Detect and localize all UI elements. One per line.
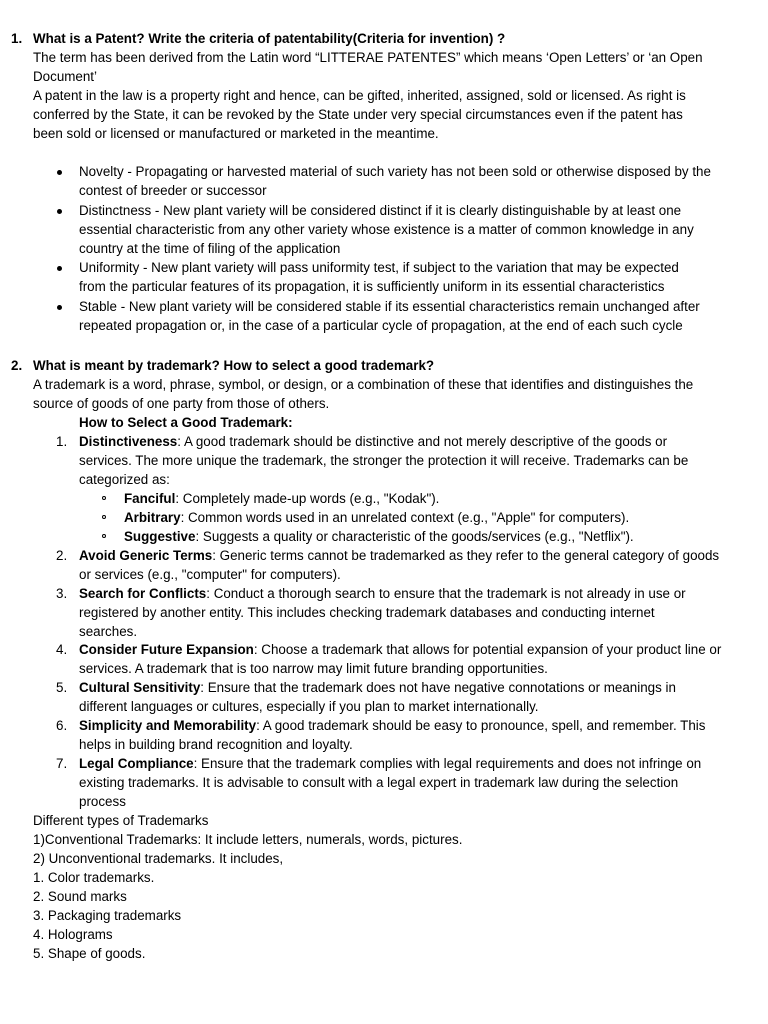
item-term: Legal Compliance: [79, 756, 194, 771]
item-number: 5.: [56, 680, 68, 695]
bullet-icon: [57, 209, 62, 214]
bullet-icon: [57, 305, 62, 310]
types-line: 3. Packaging trademarks: [33, 908, 182, 923]
item-number: 1.: [56, 434, 68, 449]
bullet-icon: [57, 170, 62, 175]
item-line: helps in building brand recognition and loyalty.: [79, 737, 353, 752]
item-line: existing trademarks. It is advisable to consult with a legal expert in trademark law during the selection: [79, 775, 679, 790]
q1-intro-line: Document’: [33, 69, 98, 84]
item-line: [79, 754, 701, 773]
q2-heading: What is meant by trademark? How to select a good trademark?: [33, 358, 435, 373]
q2-subheading: How to Select a Good Trademark:: [79, 415, 293, 430]
item-text: : A good trademark should be distinctive and not merely descriptive of the goods or: [177, 434, 668, 449]
q1-number: 1.: [11, 31, 23, 46]
q1-heading: What is a Patent? Write the criteria of patentability(Criteria for invention) ?: [33, 31, 506, 46]
item-line: process: [79, 794, 126, 809]
q1-intro-line: A patent in the law is a property right and hence, can be gifted, inherited, assigned, sold or licensed. As right is: [33, 88, 686, 103]
item-line: [79, 546, 719, 565]
bullet-text: from the particular features of its propagation, it is sufficiently uniform in its essential characteristics: [79, 279, 665, 294]
item-term: Distinctiveness: [79, 434, 178, 449]
item-number: 6.: [56, 718, 68, 733]
item-term: Search for Conflicts: [79, 586, 207, 601]
item-text: : Generic terms cannot be trademarked as they refer to the general category of goods: [212, 548, 720, 563]
item-number: 3.: [56, 586, 68, 601]
item-line: categorized as:: [79, 472, 170, 487]
bullet-icon: [57, 266, 62, 271]
item-number: 7.: [56, 756, 68, 771]
item-line: [79, 716, 705, 735]
bullet-text: essential characteristic from any other variety whose existence is a matter of common knowledge in any: [79, 222, 694, 237]
item-line: registered by another entity. This includes checking trademark databases and conducting internet: [79, 605, 655, 620]
bullet-text: contest of breeder or successor: [79, 183, 267, 198]
item-term: Cultural Sensitivity: [79, 680, 201, 695]
subitem-text: : Completely made-up words (e.g., "Kodak").: [175, 491, 440, 506]
item-line: different languages or cultures, especially if you plan to market internationally.: [79, 699, 539, 714]
circle-bullet-icon: [102, 534, 106, 538]
item-line: services. A trademark that is too narrow may limit future branding opportunities.: [79, 661, 548, 676]
bullet-text: repeated propagation or, in the case of a particular cycle of propagation, at the end of each such cycle: [79, 318, 683, 333]
circle-bullet-icon: [102, 496, 106, 500]
types-line: 5. Shape of goods.: [33, 946, 146, 961]
item-line: [79, 432, 667, 451]
item-number: 4.: [56, 642, 68, 657]
subitem-text: : Common words used in an unrelated context (e.g., "Apple" for computers).: [180, 510, 630, 525]
q2-number: 2.: [11, 358, 23, 373]
q1-intro-line: conferred by the State, it can be revoked by the State under very special circumstances even if the patent has: [33, 107, 683, 122]
types-line: 1)Conventional Trademarks: It include letters, numerals, words, pictures.: [33, 832, 463, 847]
subitem-term: Arbitrary: [124, 510, 181, 525]
item-term: Simplicity and Memorability: [79, 718, 257, 733]
subitem-term: Fanciful: [124, 491, 176, 506]
types-line: 1. Color trademarks.: [33, 870, 155, 885]
item-term: Consider Future Expansion: [79, 642, 254, 657]
item-line: searches.: [79, 624, 138, 639]
subitem-line: [124, 489, 439, 508]
item-term: Avoid Generic Terms: [79, 548, 213, 563]
item-line: [79, 584, 686, 603]
item-line: or services (e.g., "computer" for computers).: [79, 567, 341, 582]
item-line: [79, 678, 676, 697]
bullet-text: Novelty - Propagating or harvested material of such variety has not been sold or otherwise disposed by the: [79, 164, 711, 179]
q1-intro-line: The term has been derived from the Latin word “LITTERAE PATENTES” which means ‘Open Letters’ or ‘an Open: [33, 50, 703, 65]
circle-bullet-icon: [102, 515, 106, 519]
bullet-text: country at the time of filing of the application: [79, 241, 341, 256]
subitem-term: Suggestive: [124, 529, 196, 544]
types-line: 2) Unconventional trademarks. It includes,: [33, 851, 284, 866]
types-line: 4. Holograms: [33, 927, 113, 942]
bullet-text: Uniformity - New plant variety will pass uniformity test, if subject to the variation that may be expected: [79, 260, 679, 275]
q2-intro-line: A trademark is a word, phrase, symbol, or design, or a combination of these that identifies and distinguishes the: [33, 377, 694, 392]
item-text: : Choose a trademark that allows for potential expansion of your product line or: [253, 642, 722, 657]
item-number: 2.: [56, 548, 68, 563]
item-text: : Ensure that the trademark does not have negative connotations or meanings in: [200, 680, 676, 695]
bullet-text: Distinctness - New plant variety will be considered distinct if it is clearly distinguishable by at least one: [79, 203, 682, 218]
item-text: : A good trademark should be easy to pronounce, spell, and remember. This: [256, 718, 706, 733]
types-line: 2. Sound marks: [33, 889, 127, 904]
item-text: : Conduct a thorough search to ensure that the trademark is not already in use or: [206, 586, 686, 601]
subitem-line: [124, 527, 634, 546]
types-heading: Different types of Trademarks: [33, 813, 209, 828]
subitem-line: [124, 508, 629, 527]
bullet-text: Stable - New plant variety will be considered stable if its essential characteristics remain unchanged after: [79, 299, 700, 314]
subitem-text: : Suggests a quality or characteristic of the goods/services (e.g., "Netflix").: [195, 529, 634, 544]
q2-intro-line: source of goods of one party from those of others.: [33, 396, 330, 411]
q1-intro-line: been sold or licensed or manufactured or marketed in the meantime.: [33, 126, 439, 141]
item-line: [79, 640, 721, 659]
item-line: services. The more unique the trademark, the stronger the protection it will receive. Trademarks can be: [79, 453, 689, 468]
item-text: : Ensure that the trademark complies with legal requirements and does not infringe on: [193, 756, 702, 771]
